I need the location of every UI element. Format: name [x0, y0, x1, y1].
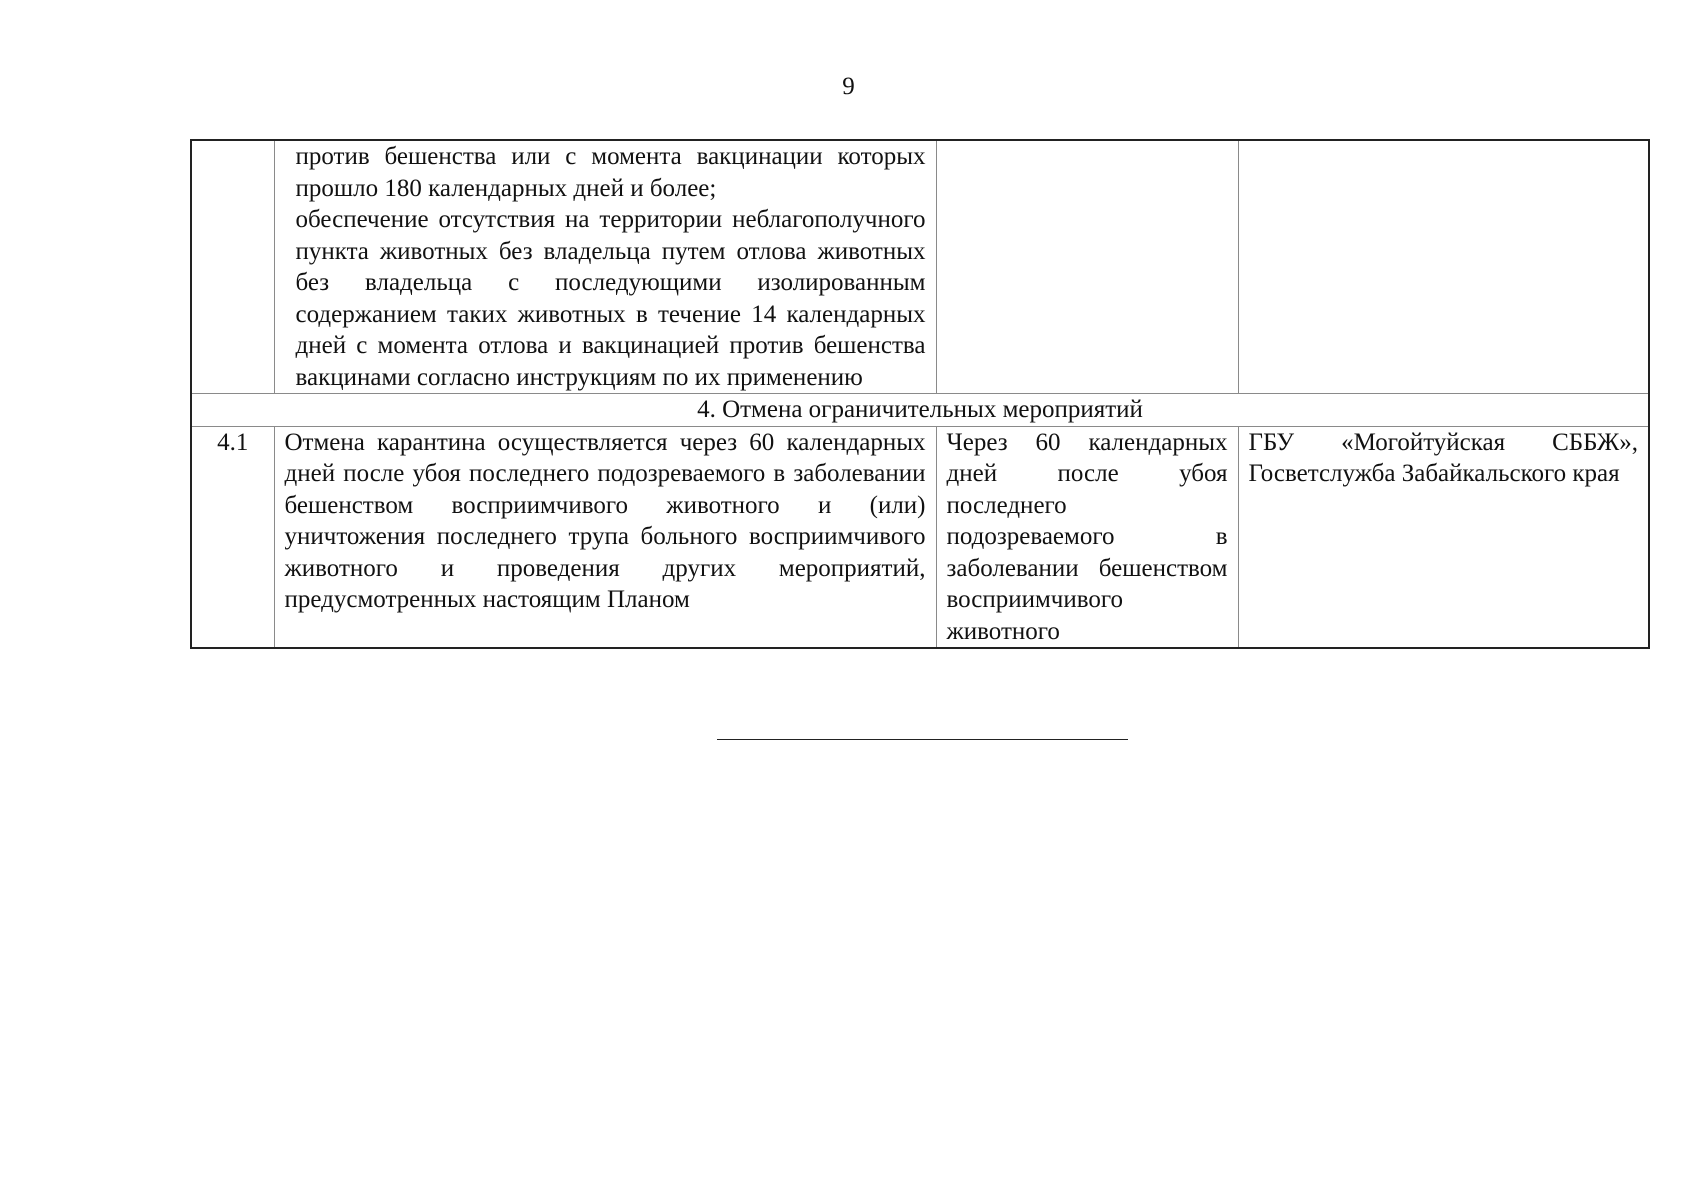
responsible-cell [1238, 140, 1649, 394]
responsible-cell: ГБУ «Могойтуйская СББЖ», Госветслужба Забайкальского края [1238, 426, 1649, 648]
measure-description-cell: Отмена карантина осуществляется через 60 календарных дней после убоя последнего подозреваемого в заболевании бешенством восприимчивого животного и (или) уничтожения последнего трупа больного восприимчивого животного и проведения других мероприятий, предусмотренных настоящим Планом [274, 426, 936, 648]
table-row-section-header [191, 394, 1649, 427]
measures-table [190, 139, 1650, 649]
deadline-cell: Через 60 календарных дней после убоя последнего подозреваемого в заболевании бешенством восприимчивого животного [936, 426, 1238, 648]
measure-paragraph: против бешенства или с момента вакцинации которых прошло 180 календарных дней и более; [295, 143, 926, 202]
deadline-cell [936, 140, 1238, 394]
row-number-cell: 4.1 [191, 426, 274, 648]
measure-description-cell [274, 140, 936, 394]
table-row-continuation [191, 140, 1649, 394]
section-heading: 4. Отмена ограничительных мероприятий [191, 394, 1649, 427]
page-number: 9 [842, 73, 855, 100]
table-row [191, 426, 1649, 648]
row-number-cell [191, 140, 274, 394]
end-of-document-rule [717, 739, 1128, 740]
measure-paragraph: обеспечение отсутствия на территории неблагополучного пункта животных без владельца путем отлова животных без владельца с последующими изолированным содержанием таких животных в течение 14 календарных дней с момента отлова и вакцинацией против бешенства вакцинами согласно инструкциям по их применению [295, 206, 926, 391]
